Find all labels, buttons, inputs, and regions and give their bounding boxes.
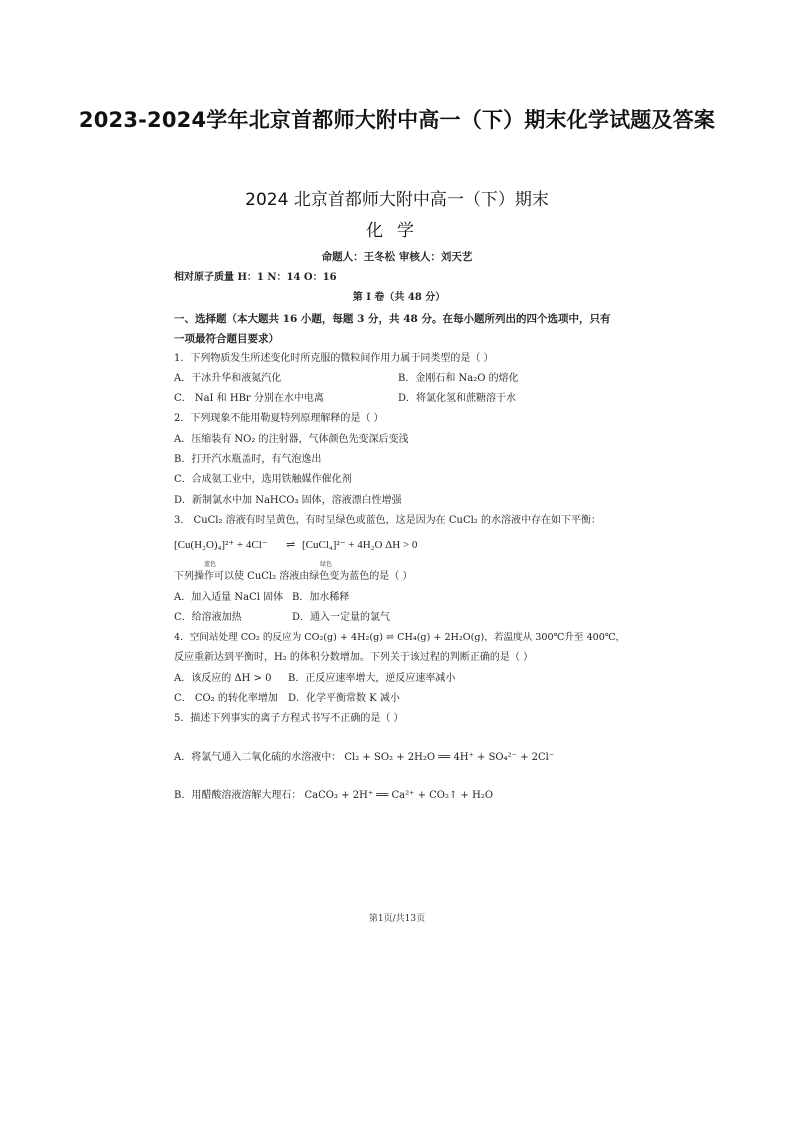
exam-body [174,268,624,806]
label-green: 绿色 [320,561,333,569]
question-4-options-cd [174,689,624,709]
option-b: B．加水稀释 [292,591,350,603]
section-heading-line1: 一、选择题（本大题共 16 小题，每题 3 分，共 48 分。在每小题所列出的四个选项中，只有 [174,312,611,325]
question-3-options-cd [174,608,624,628]
option-a: A．干冰升华和液氮汽化 [174,372,282,384]
question-4-stem-2: 反应重新达到平衡时，H₂ 的体积分数增加。下列关于该过程的判断正确的是（ ） [174,652,534,664]
section-heading-line2: 一项最符合题目要求） [174,332,279,345]
option-d: D．化学平衡常数 K 减小 [288,693,400,705]
document-main-title: 2023-2024学年北京首都师大附中高一（下）期末化学试题及答案 [78,108,716,132]
option-b: B．金刚石和 Na₂O 的熔化 [398,372,519,384]
option-c: C．给溶液加热 [174,611,242,623]
option-c: C． NaI 和 HBr 分别在水中电离 [174,393,324,405]
question-3-options-ab [174,588,624,608]
option-d: D．将氯化氢和蔗糖溶于水 [398,393,517,405]
option-b: B．用醋酸溶液溶解大理石： CaCO₃ + 2H⁺ ══ Ca²⁺ + CO₂↑ + H₂O [174,789,494,801]
label-blue: 蓝色 [204,561,217,569]
option-a: A．将氯气通入二氧化硫的水溶液中： Cl₂ + SO₂ + 2H₂O ══ 4H⁺ + SO₄²⁻ + 2Cl⁻ [174,751,555,763]
option-c: C． CO₂ 的转化率增加 [174,693,278,705]
option-a: A．压缩装有 NO₂ 的注射器，气体颜色先变深后变浅 [174,433,409,445]
option-a: A．该反应的 ΔH > 0 [174,672,272,684]
equation-left: [Cu(H₂O)₄]²⁺ + 4Cl⁻ [174,539,268,552]
question-3-stem: 3． CuCl₂ 溶液有时呈黄色，有时呈绿色或蓝色，这是因为在 CuCl₂ 的水溶液中存在如下平衡： [174,514,601,526]
question-5-stem: 5．描述下列事实的离子方程式书写不正确的是（ ） [174,713,404,725]
subject-title: 化学 [366,221,428,241]
page-number: 第1页/共13页 [368,914,426,924]
option-c: C．合成氨工业中，选用铁触媒作催化剂 [174,474,352,486]
option-d: D．新制氯水中加 NaHCO₃ 固体，溶液漂白性增强 [174,494,402,506]
equilibrium-arrow: ⇌ [286,539,296,552]
option-b: B．打开汽水瓶盖时，有气泡逸出 [174,454,322,466]
volume-heading: 第 I 卷（共 48 分） [352,292,446,304]
equilibrium-equation [174,531,624,567]
question-1-stem: 1．下列物质发生所述变化时所克服的微粒间作用力属于同类型的是（ ） [174,352,494,364]
exam-title: 2024 北京首都师大附中高一（下）期末 [245,190,549,210]
question-4-stem-1: 4．空间站处理 CO₂ 的反应为 CO₂(g) + 4H₂(g) ⇌ CH₄(g) + 2H₂O(g)，若温度从 300℃升至 400℃， [174,632,626,644]
atomic-mass-line: 相对原子质量 H：1 N：14 O：16 [174,272,337,283]
option-d: D．通入一定量的氯气 [292,611,391,623]
equation-right: [CuCl₄]²⁻ + 4H₂O ΔH > 0 [302,539,418,552]
authors-line: 命题人：王冬松 审核人：刘天艺 [321,251,473,263]
question-3-ask: 下列操作可以使 CuCl₂ 溶液由绿色变为蓝色的是（ ） [174,571,413,583]
question-1-options-ab [174,369,624,389]
option-b: B．正反应速率增大，逆反应速率减小 [288,672,456,684]
question-1-options-cd [174,389,624,409]
question-4-options-ab [174,669,624,689]
question-2-stem: 2．下列现象不能用勒夏特列原理解释的是（ ） [174,413,384,425]
option-a: A．加入适量 NaCl 固体 [174,591,284,603]
